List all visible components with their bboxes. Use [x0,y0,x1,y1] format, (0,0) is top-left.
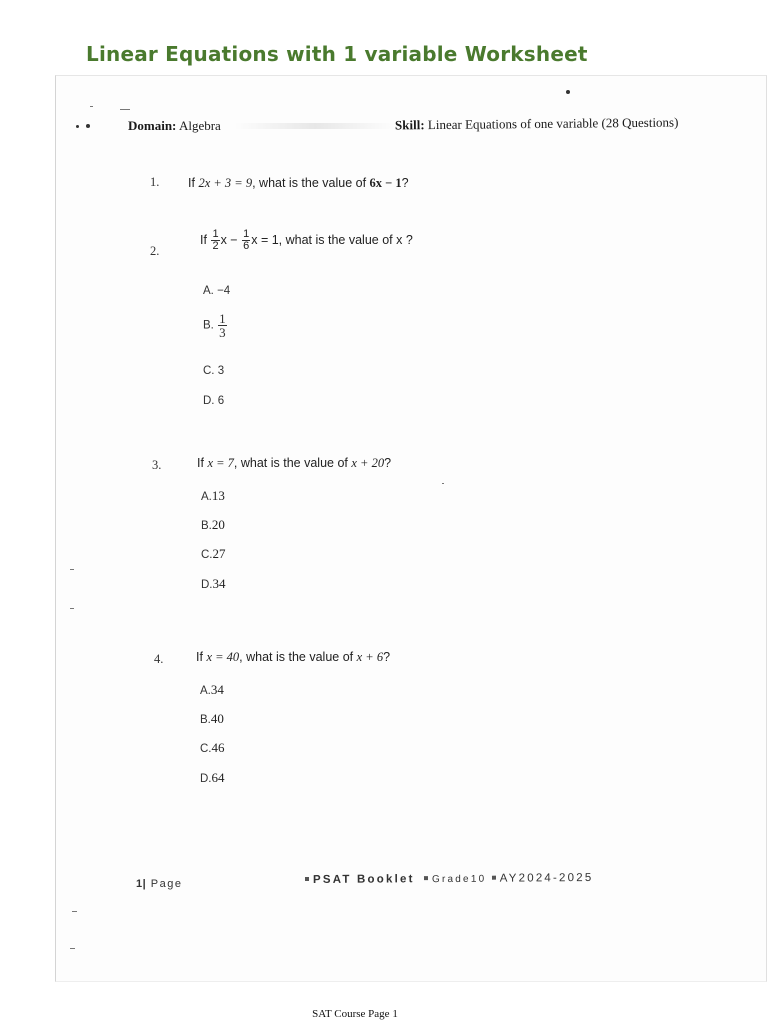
scan-speck [72,911,77,912]
option-letter: C. [203,365,215,377]
option-value: 3 [217,365,225,377]
answer-option [200,740,225,756]
fraction-numerator: 1 [219,311,226,326]
question-suffix: ? [384,456,392,470]
option-value: 13 [211,488,225,503]
question-prefix: If [197,456,204,470]
option-value: 40 [210,711,224,726]
question-3-text [197,456,391,471]
answer-option [203,395,224,407]
question-number: 1. [150,175,160,189]
answer-option [200,682,224,698]
scan-speck [86,124,90,128]
option-letter: B. [200,714,211,726]
answer-option [200,770,225,786]
question-number: 2. [150,244,160,258]
scan-speck [70,948,75,949]
answer-option [203,365,224,377]
booklet-name: PSAT Booklet [312,873,415,886]
question-number: 3. [152,458,162,472]
scan-speck [70,569,74,570]
question-4-text [196,650,390,665]
domain-label: Domain: [128,118,177,133]
answer-option [200,711,224,727]
fraction-denominator: 2 [212,240,219,252]
question-equation: 2x + 3 = 9 [198,176,253,190]
answer-option [201,517,225,533]
skill-label: Skill: [394,117,425,133]
question-equation: x = 40 [206,650,240,664]
answer-option [201,576,226,592]
question-target: x [396,232,403,247]
page-number: 1 [136,878,143,890]
option-letter: A. [201,491,212,503]
question-1-text [188,176,409,191]
option-letter: C. [200,743,212,755]
domain-info [128,118,221,134]
option-value: 6 [217,395,225,407]
page-caption: SAT Course Page 1 [312,1008,398,1020]
option-letter: D. [200,773,212,785]
page-number-footer [136,878,182,890]
scanned-page [55,75,767,982]
option-letter: B. [203,319,214,332]
question-target: x + 6 [356,650,384,664]
grade-label: Grade10 [431,873,487,886]
skill-value: Linear Equations of one variable (28 Questions) [427,114,679,133]
answer-option [201,546,226,562]
question-variable: x = 1 [251,232,279,247]
option-value: 64 [211,770,225,785]
bullet-square-icon [424,877,428,881]
scan-speck [120,109,130,110]
answer-option [203,312,228,339]
page-label: Page [150,878,183,890]
question-prefix: If [196,650,203,664]
answer-option [203,285,230,297]
question-middle: , what is the value of [233,456,348,470]
question-suffix: ? [383,650,391,664]
fraction-denominator: 3 [219,325,226,340]
question-target: 6x − 1 [369,176,402,190]
question-number: 4. [154,652,164,666]
option-value: 46 [211,740,225,755]
fraction [211,229,219,252]
question-variable: x [220,232,227,247]
scan-speck [76,125,79,128]
fraction-numerator: 1 [212,228,219,240]
fraction [242,229,250,252]
scan-speck [442,483,444,484]
question-operator: − [230,232,238,247]
question-middle: , what is the value of [239,650,354,664]
option-value: −4 [217,285,231,297]
worksheet-title: Linear Equations with 1 variable Worksheet [86,42,588,66]
question-equation: x = 7 [207,456,234,470]
question-prefix: If [200,232,207,247]
bullet-square-icon [305,877,309,881]
page-separator: | [142,878,147,890]
fraction-denominator: 6 [243,240,250,252]
question-target: x + 20 [351,456,385,470]
option-letter: A. [203,285,214,297]
scan-speck [90,106,93,107]
fraction-numerator: 1 [243,228,250,240]
fraction [218,312,227,339]
booklet-footer [305,872,593,886]
scan-speck [566,90,570,94]
academic-year: AY2024-2025 [499,871,594,885]
option-letter: D. [201,579,213,591]
option-letter: D. [203,395,215,407]
scan-speck [70,608,74,609]
question-suffix: ? [401,176,409,190]
question-middle: , what is the value of [278,232,393,247]
question-prefix: If [188,176,195,190]
option-value: 20 [211,517,225,532]
option-letter: B. [201,520,212,532]
option-value: 27 [212,546,226,561]
answer-option [201,488,225,504]
option-letter: A. [200,685,211,697]
domain-value: Algebra [178,118,221,133]
option-letter: C. [201,549,213,561]
question-suffix: ? [405,232,413,247]
bullet-square-icon [492,876,496,880]
option-value: 34 [210,682,224,697]
question-2-text [200,229,413,252]
scan-smudge [235,123,395,129]
option-value: 34 [212,576,226,591]
question-middle: , what is the value of [252,176,367,190]
skill-info [395,115,679,134]
